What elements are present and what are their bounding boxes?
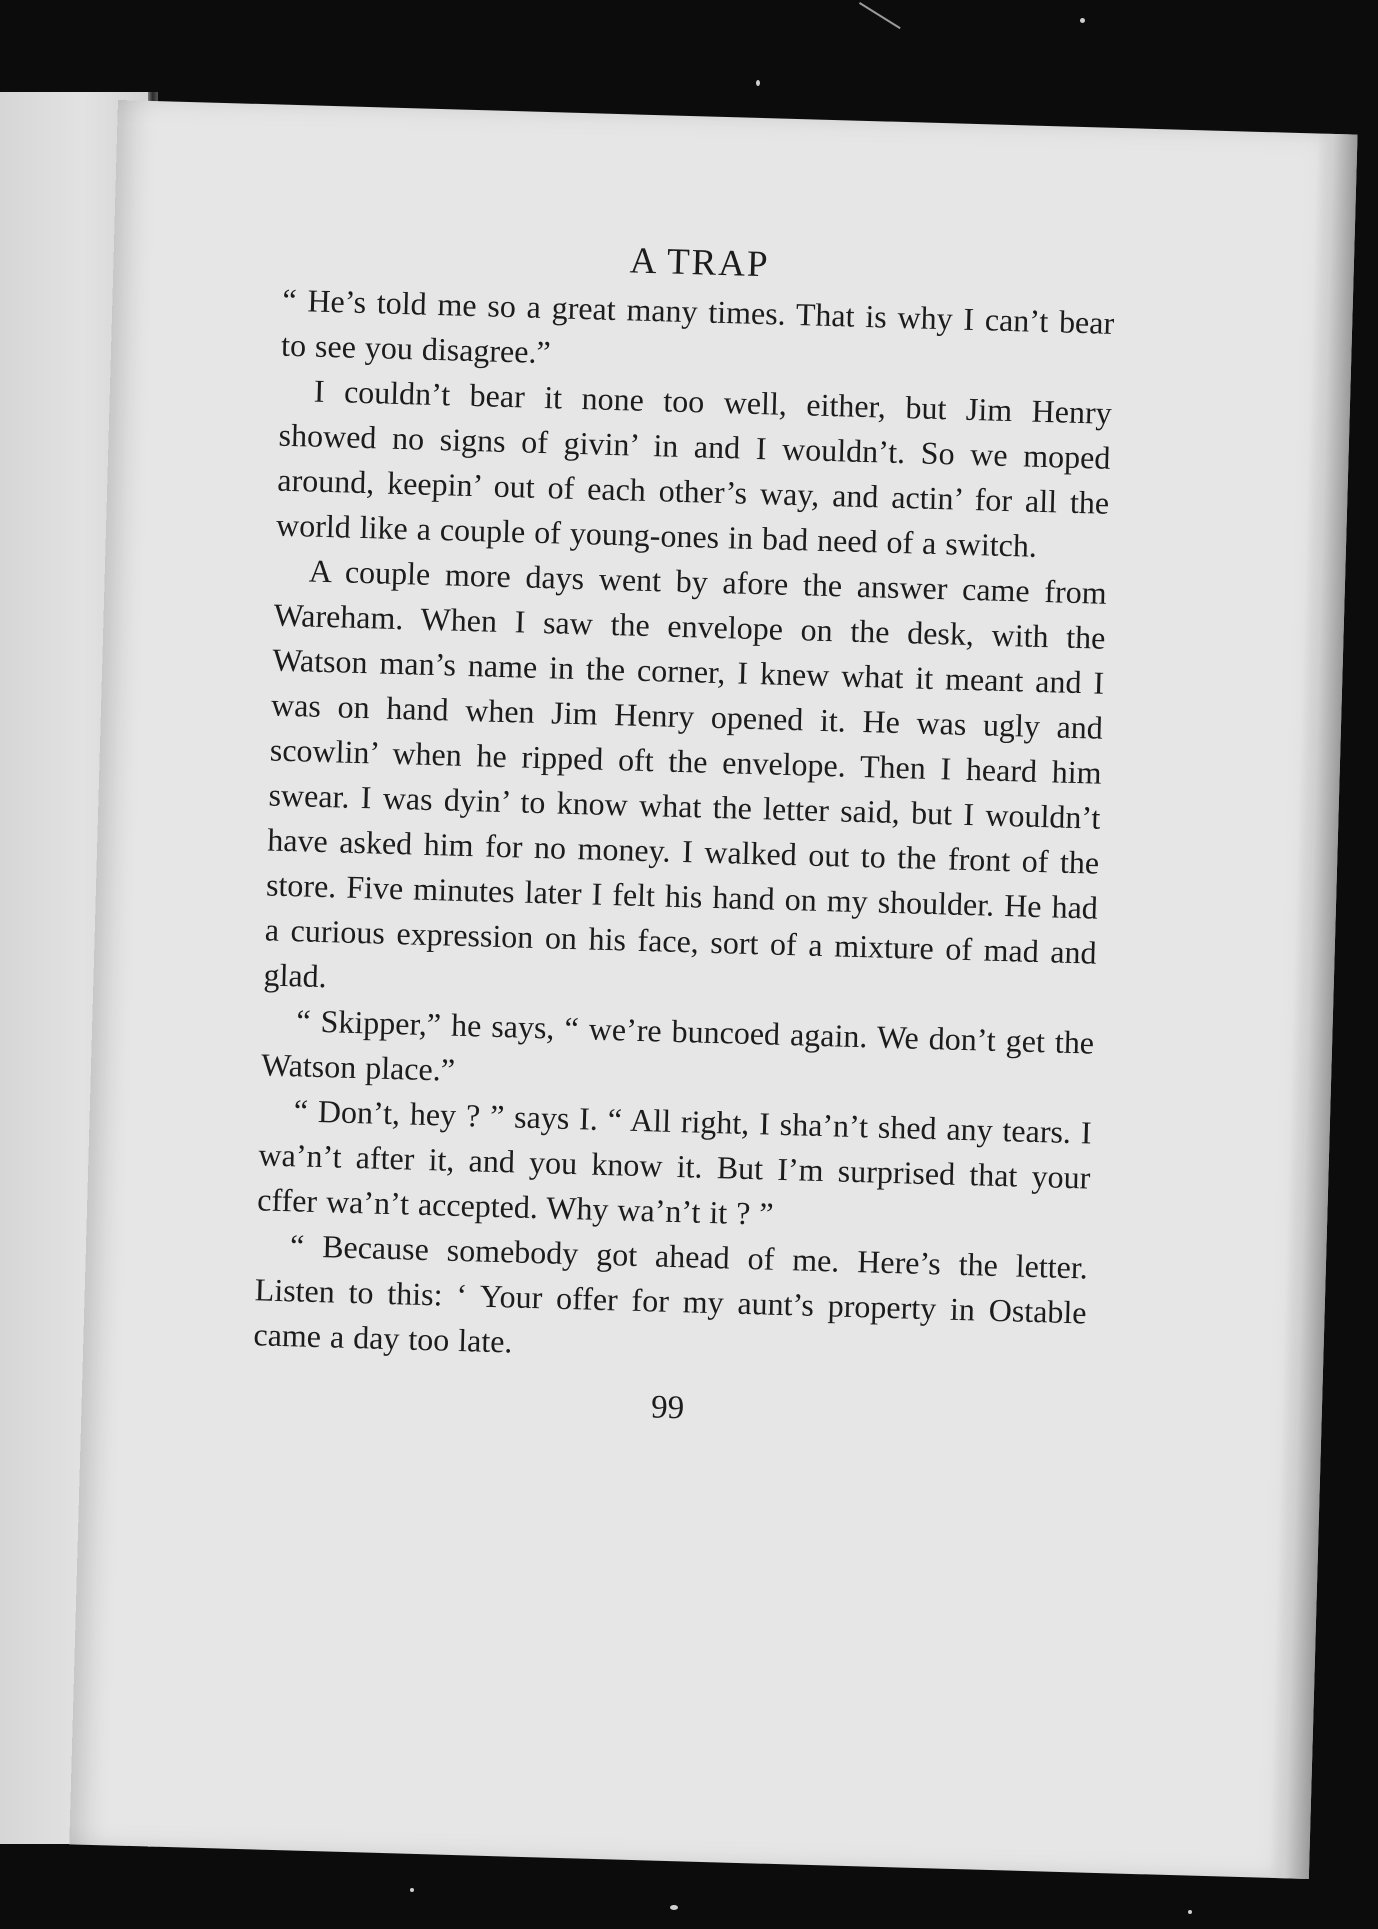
dust-speck xyxy=(670,1905,678,1910)
paragraph: I couldn’t bear it none too well, either, but Jim Henry showed no signs of givin’ in and I wouldn’t. So we moped around, keepin’ out of each other’s way, and actin’ for all the world like a couple of young-ones in bad need of a switch. xyxy=(275,372,1113,565)
running-head: A TRAP xyxy=(629,240,771,286)
dust-speck xyxy=(410,1888,414,1892)
dust-speck xyxy=(1080,18,1085,23)
dust-speck xyxy=(756,80,760,86)
paragraph: “ Skipper,” he says, “ we’re buncoed again. We don’t get the Watson place.” xyxy=(260,1002,1095,1089)
paragraph: “ Don’t, hey ? ” says I. “ All right, I sha’n’t shed any tears. I wa’n’t after it, and you know it. But I’m surprised that your cffer wa’n’t accepted. Why wa’n’t it ? ” xyxy=(256,1092,1093,1233)
paragraph: “ Because somebody got ahead of me. Here’s the letter. Listen to this: ‘ Your offer for my aunt’s property in Ostable came a day too late. xyxy=(253,1227,1089,1360)
paragraph: A couple more days went by afore the answer came from Wareham. When I saw the envelope on the desk, with the Watson man’s name in the corner, I knew what it meant and I was on hand when Jim Henry opened it. He was ugly and scowlin’ when he ripped oft the envelope. Then I heard him swear. I was dyin’ to know what the letter said, but I wouldn’t have asked him for no money. I walked out to the front of the store. Five minutes later I felt his hand on my shoulder. He had a curious expression on his face, sort of a mixture of mad and glad. xyxy=(263,552,1108,995)
page-text-block xyxy=(251,230,1116,1441)
dust-speck xyxy=(1188,1910,1192,1914)
book-page xyxy=(69,100,1357,1879)
page-right-edge xyxy=(1269,134,1358,1879)
page-number: 99 xyxy=(650,1389,685,1427)
film-scratch xyxy=(859,2,901,29)
paragraph: “ He’s told me so a great many times. That is why I can’t bear to see you disagree.” xyxy=(280,282,1115,371)
